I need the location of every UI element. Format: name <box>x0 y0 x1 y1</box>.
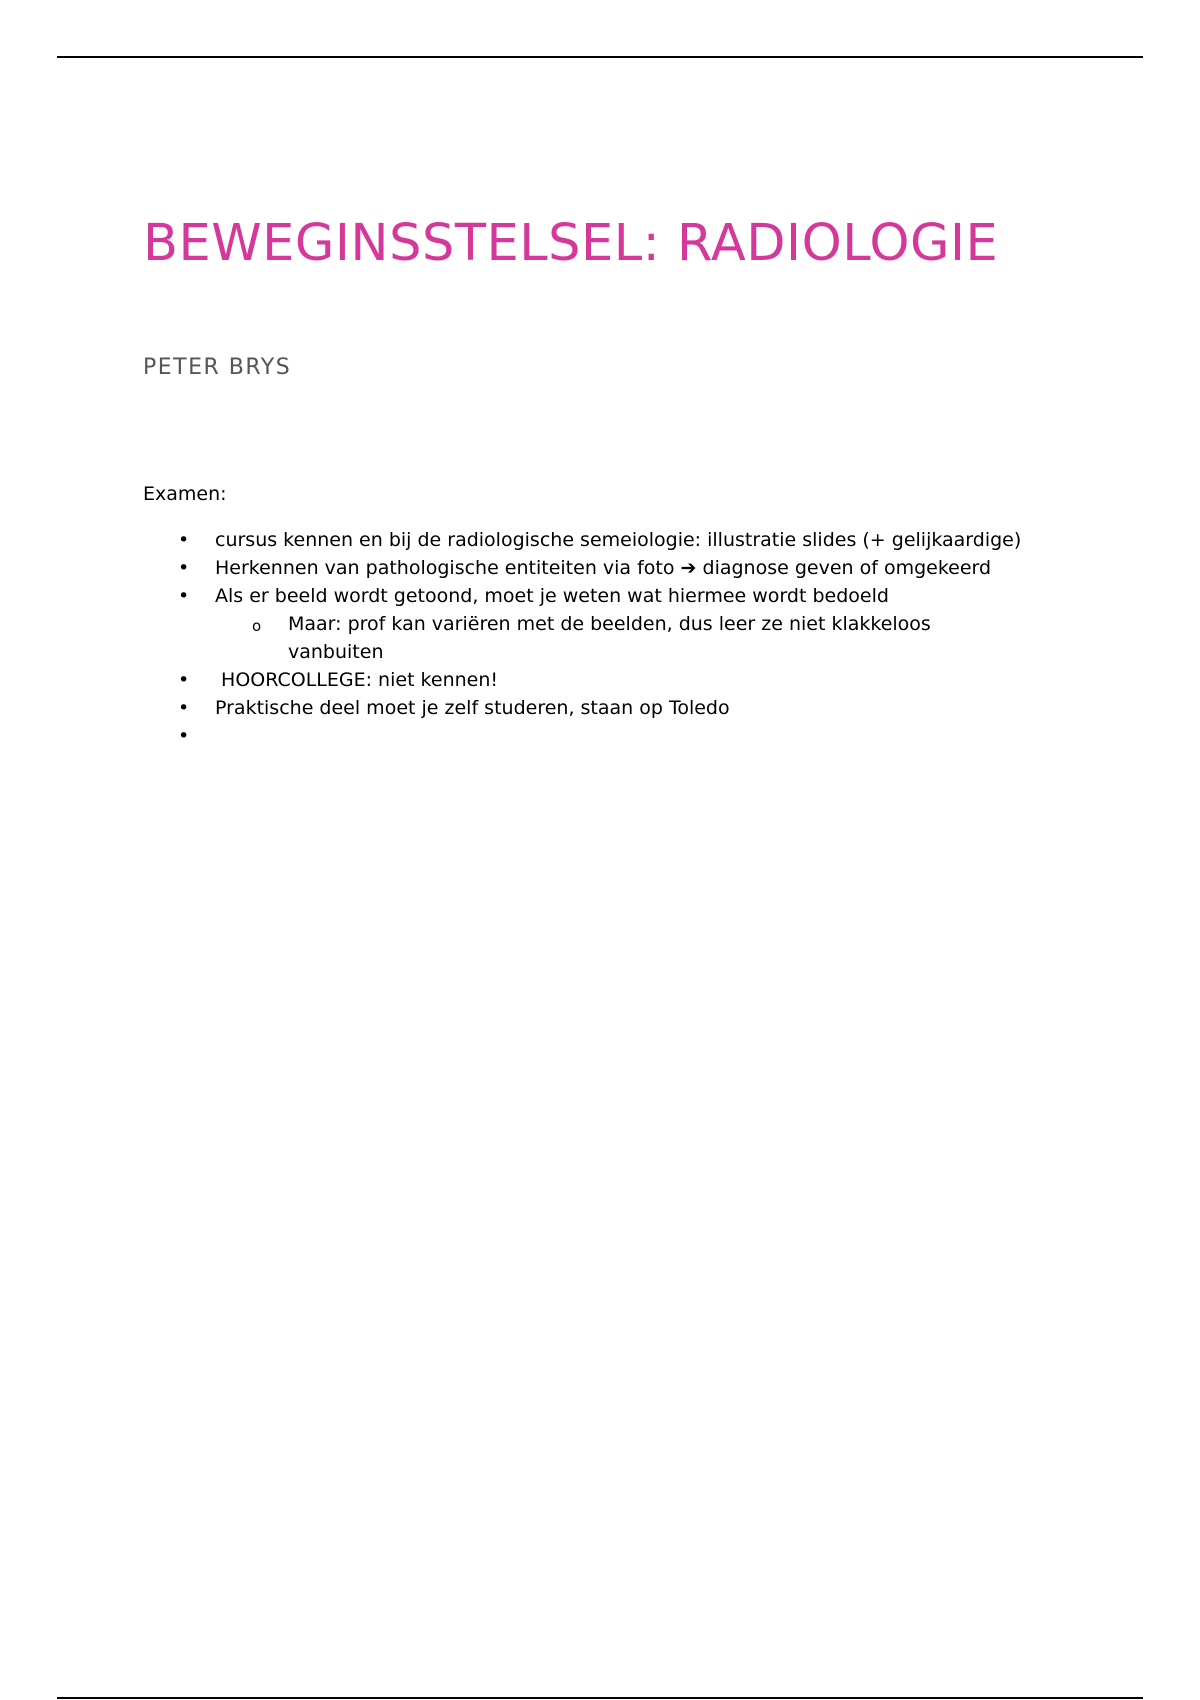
arrow-right-icon: ➔ <box>680 557 697 579</box>
bullet-text: cursus kennen en bij de radiologische semeiologie: illustratie slides (+ gelijkaardige) <box>215 529 1022 551</box>
document-author: PETER BRYS <box>143 355 292 380</box>
bullet-text: Als er beeld wordt getoond, moet je weten wat hiermee wordt bedoeld <box>215 585 889 607</box>
bullet-marker: • <box>178 585 190 607</box>
top-horizontal-rule <box>57 56 1143 58</box>
sub-bullet-item-prof-varies <box>0 610 1200 666</box>
bullet-marker: • <box>178 669 190 691</box>
bullet-text: Praktische deel moet je zelf studeren, staan op Toledo <box>215 697 730 719</box>
bullet-marker: • <box>178 725 190 747</box>
bullet-marker: • <box>178 529 190 551</box>
bullet-text-after: diagnose geven of omgekeerd <box>696 557 992 579</box>
bottom-horizontal-rule <box>57 1697 1143 1699</box>
bullet-marker: • <box>178 557 190 579</box>
bullet-item-practical <box>0 694 1200 722</box>
exam-bullet-list <box>0 526 1200 747</box>
document-title: BEWEGINSSTELSEL: RADIOLOGIE <box>143 214 999 273</box>
bullet-item-course <box>0 526 1200 554</box>
bullet-marker: • <box>178 697 190 719</box>
section-label-examen: Examen: <box>143 483 227 505</box>
bullet-item-hoorcollege <box>0 666 1200 694</box>
sub-bullet-text: Maar: prof kan variëren met de beelden, dus leer ze niet klakkeloos vanbuiten <box>288 613 931 663</box>
bullet-text-before: Herkennen van pathologische entiteiten via foto <box>215 557 681 579</box>
sub-bullet-marker: o <box>252 617 262 635</box>
bullet-text: HOORCOLLEGE: niet kennen! <box>215 669 499 691</box>
bullet-item-image-shown <box>0 582 1200 610</box>
bullet-item-recognize <box>0 554 1200 582</box>
